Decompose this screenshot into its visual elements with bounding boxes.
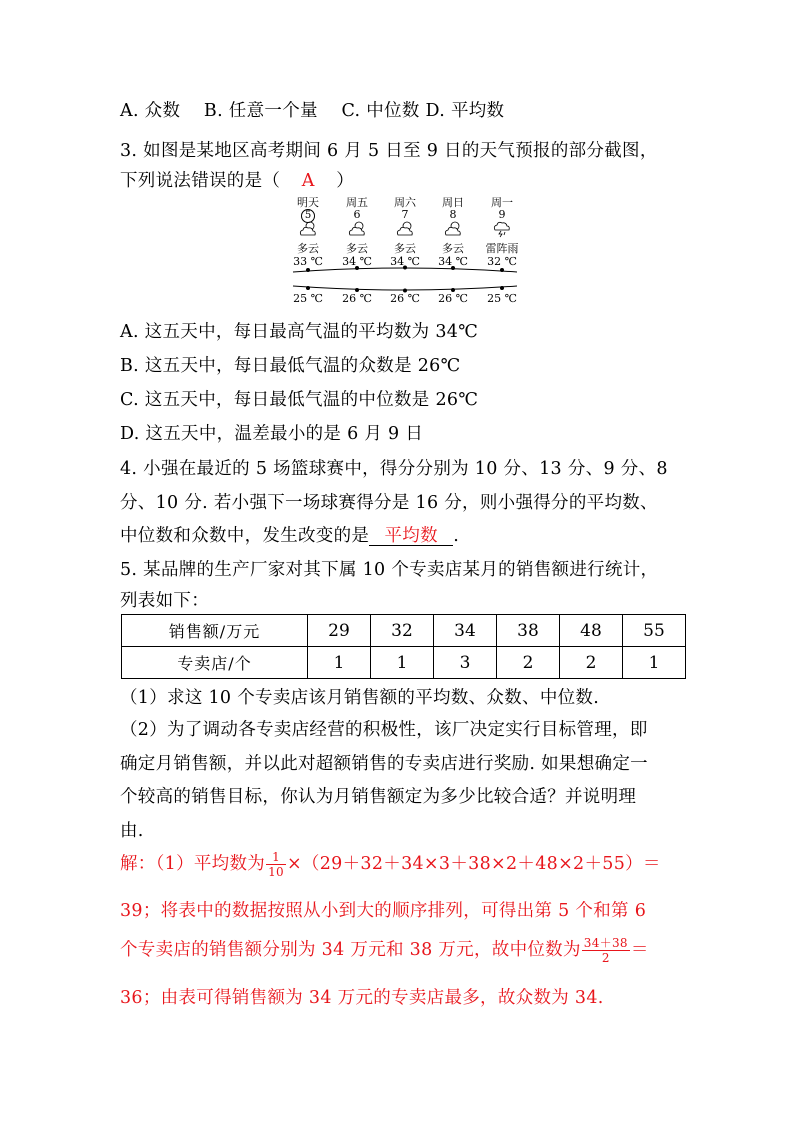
weather-high: 34 ℃ <box>390 255 420 268</box>
solution-l1-suffix: ×（29＋32＋34×3＋38×2＋48×2＋55）＝ <box>286 854 661 874</box>
weather-low: 26 ℃ <box>342 292 372 305</box>
fraction-denominator: 2 <box>601 951 610 965</box>
table-cell: 1 <box>623 647 686 679</box>
q5-part2-line2: 确定月销售额，并以此对超额销售的专卖店进行奖励. 如果想确定一 <box>120 754 648 774</box>
solution-line3 <box>120 936 649 965</box>
fraction-numerator: 1 <box>266 850 286 865</box>
q5-part2-line1: （2）为了调动各专卖店经营的积极性，该厂决定实行目标管理，即 <box>120 720 648 740</box>
high-temp-point <box>500 268 504 272</box>
q3-answer: A <box>301 171 315 191</box>
solution-l3-suffix: ＝ <box>630 940 649 960</box>
fraction-one-tenth <box>266 850 286 879</box>
weather-high: 32 ℃ <box>487 255 517 268</box>
table-cell: 2 <box>560 647 623 679</box>
weather-date: 6 <box>353 208 361 221</box>
cloudy-icon <box>334 220 380 241</box>
weather-date: 9 <box>498 208 506 221</box>
solution-line4: 36；由表可得销售额为 34 万元的专卖店最多，故众数为 34. <box>120 988 604 1008</box>
weather-low: 25 ℃ <box>293 292 323 305</box>
q3-stem-suffix: ） <box>336 171 355 191</box>
weather-desc: 多云 <box>297 242 319 255</box>
table-row <box>122 647 686 679</box>
fraction-numerator: 34＋38 <box>583 936 628 950</box>
weather-day: 周五 <box>346 196 368 209</box>
solution-line1 <box>120 850 661 879</box>
q4-line3-prefix: 中位数和众数中，发生改变的是 <box>120 526 370 546</box>
q2-options: A. 众数 B. 任意一个量 C. 中位数 D. 平均数 <box>120 101 505 121</box>
table-row-header: 销售额/万元 <box>122 615 308 647</box>
q3-option-c: C. 这五天中，每日最低气温的中位数是 26℃ <box>120 390 479 410</box>
q3-stem-line1: 3. 如图是某地区高考期间 6 月 5 日至 9 日的天气预报的部分截图， <box>120 141 658 161</box>
q3-option-b: B. 这五天中，每日最低气温的众数是 26℃ <box>120 356 461 376</box>
table-cell: 1 <box>371 647 434 679</box>
weather-day: 周六 <box>394 196 416 209</box>
fraction-median <box>582 936 630 965</box>
table-cell: 38 <box>497 615 560 647</box>
q4-answer: 平均数 <box>369 527 453 546</box>
weather-high: 34 ℃ <box>342 255 372 268</box>
weather-low: 25 ℃ <box>487 292 517 305</box>
q5-part2-line3: 个较高的销售目标，你认为月销售额定为多少比较合适？并说明理 <box>120 787 637 807</box>
table-row-header: 专卖店/个 <box>122 647 308 679</box>
solution-line2: 39；将表中的数据按照从小到大的顺序排列，可得出第 5 个和第 6 <box>120 901 647 921</box>
thunder-shower-icon <box>479 220 525 241</box>
q3-option-d: D. 这五天中，温差最小的是 6 月 9 日 <box>120 424 424 444</box>
cloudy-icon <box>285 220 331 241</box>
weather-forecast-figure <box>285 194 525 310</box>
q4-line3-suffix: . <box>453 526 460 546</box>
weather-date: 8 <box>449 208 457 221</box>
weather-day: 明天 <box>297 196 319 209</box>
weather-desc: 多云 <box>346 242 368 255</box>
sales-table <box>121 614 686 679</box>
table-cell: 2 <box>497 647 560 679</box>
q5-line2: 列表如下： <box>120 591 209 611</box>
table-cell: 1 <box>308 647 371 679</box>
high-temp-point <box>306 268 310 272</box>
q4-line2: 分、10 分. 若小强下一场球赛得分是 16 分，则小强得分的平均数、 <box>120 493 658 513</box>
weather-desc: 多云 <box>442 242 464 255</box>
weather-day: 周一 <box>491 196 513 209</box>
weather-low: 26 ℃ <box>438 292 468 305</box>
weather-high: 33 ℃ <box>293 255 323 268</box>
q3-stem-prefix: 下列说法错误的是（ <box>120 171 281 191</box>
weather-date: 7 <box>401 208 409 221</box>
low-temp-point <box>500 286 504 290</box>
q3-stem-line2 <box>120 167 354 192</box>
solution-l3-prefix: 个专卖店的销售额分别为 34 万元和 38 万元，故中位数为 <box>120 940 581 960</box>
weather-day: 周日 <box>442 196 464 209</box>
weather-desc: 雷阵雨 <box>485 242 519 255</box>
cloudy-icon <box>430 220 476 241</box>
weather-date: 5 <box>285 208 331 223</box>
q5-part2-line4: 由. <box>120 821 144 841</box>
table-cell: 48 <box>560 615 623 647</box>
solution-l1-prefix: 解：（1）平均数为 <box>120 854 266 874</box>
weather-low: 26 ℃ <box>390 292 420 305</box>
table-cell: 32 <box>371 615 434 647</box>
low-temp-point <box>306 286 310 290</box>
q3-option-a: A. 这五天中，每日最高气温的平均数为 34℃ <box>120 322 479 342</box>
q5-part1: （1）求这 10 个专卖店该月销售额的平均数、众数、中位数. <box>120 688 600 708</box>
weather-desc: 多云 <box>394 242 416 255</box>
q4-line3 <box>120 522 459 547</box>
cloudy-icon <box>382 220 428 241</box>
q5-line1: 5. 某品牌的生产厂家对其下属 10 个专卖店某月的销售额进行统计， <box>120 560 659 580</box>
fraction-denominator: 10 <box>268 865 284 879</box>
table-cell: 3 <box>434 647 497 679</box>
weather-high: 34 ℃ <box>438 255 468 268</box>
q4-line1: 4. 小强在最近的 5 场篮球赛中，得分分别为 10 分、13 分、9 分、8 <box>120 459 668 479</box>
table-cell: 55 <box>623 615 686 647</box>
table-cell: 34 <box>434 615 497 647</box>
table-row <box>122 615 686 647</box>
table-cell: 29 <box>308 615 371 647</box>
